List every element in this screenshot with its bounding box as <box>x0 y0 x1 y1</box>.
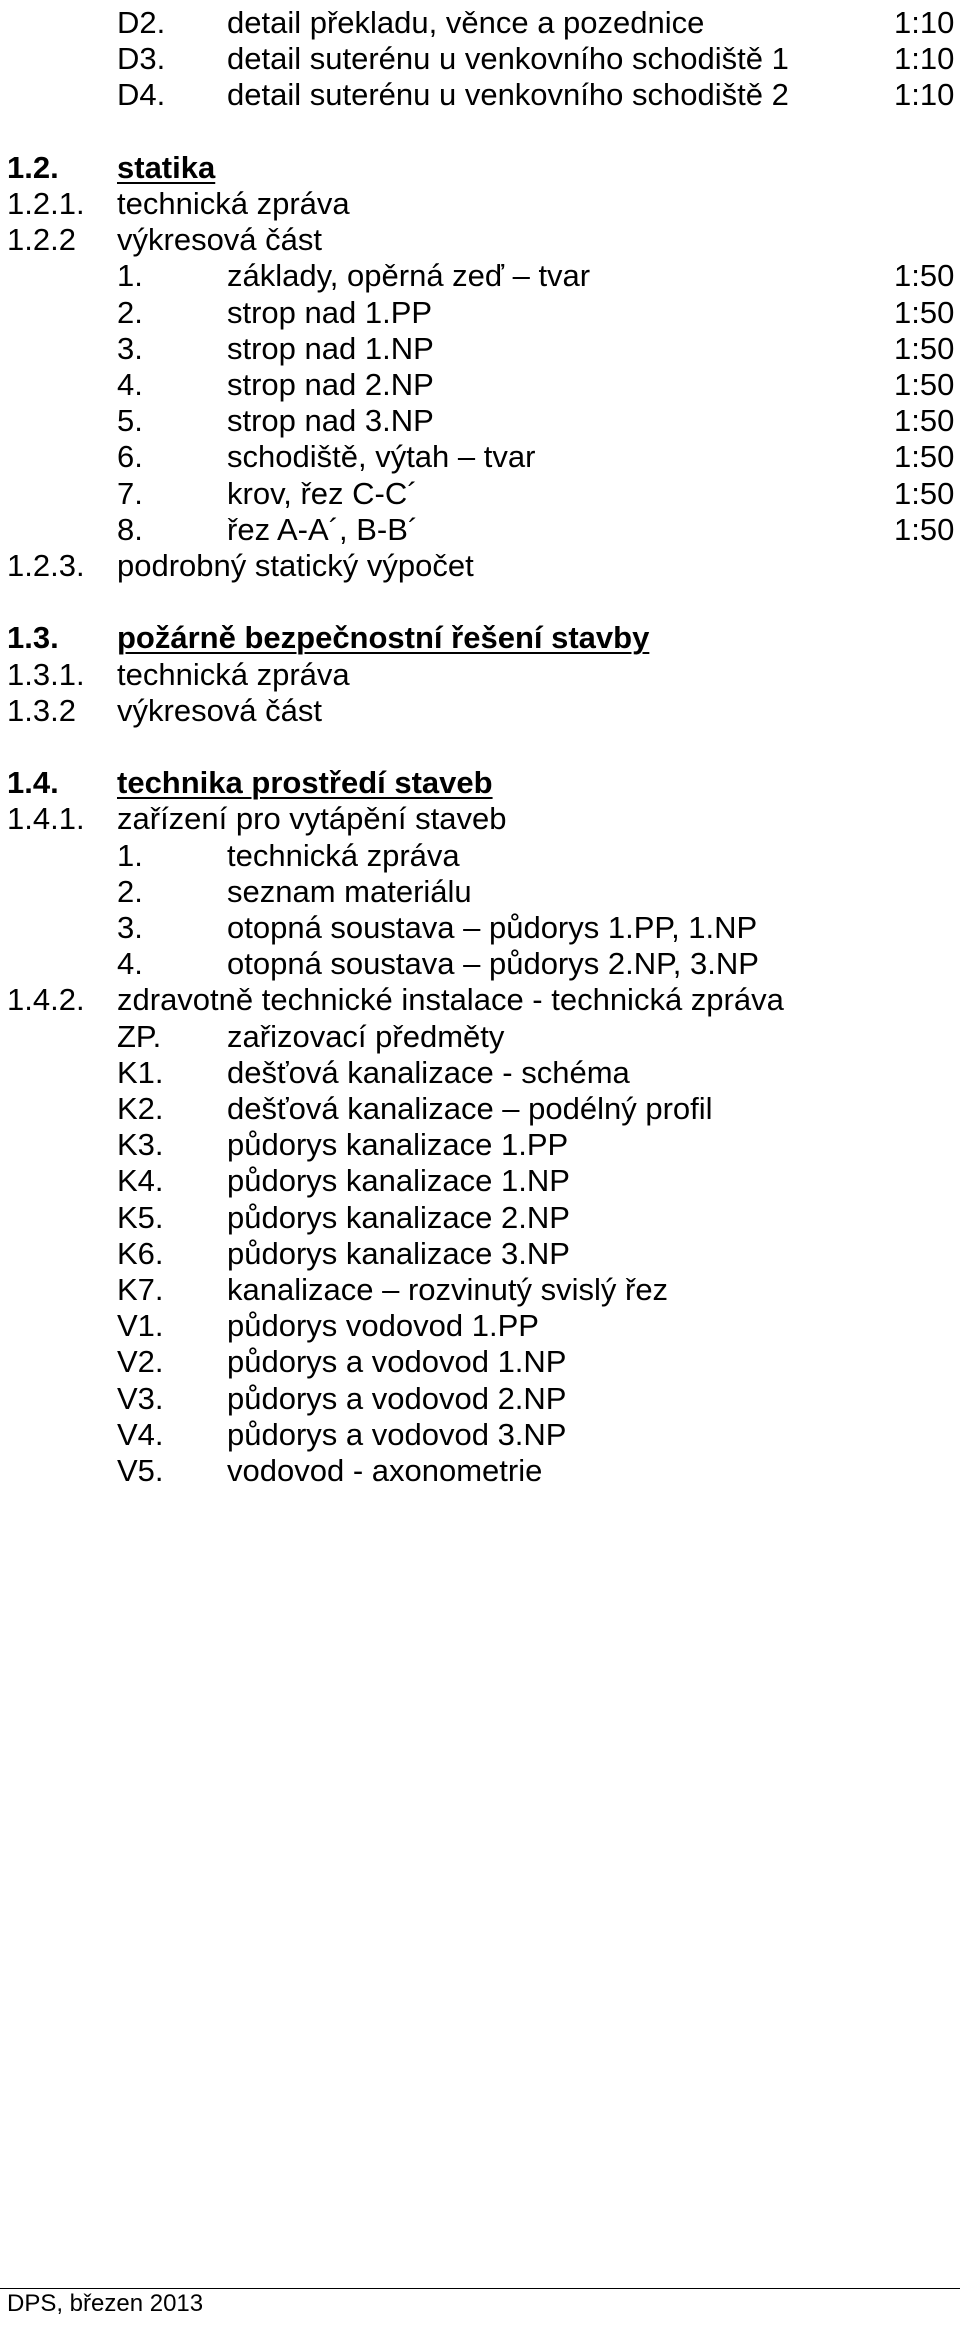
item-scale: 1:50 <box>894 295 955 330</box>
item-number: 1.2.2 <box>7 222 76 257</box>
item-scale: 1:50 <box>894 512 955 547</box>
item-number: 1.3. <box>7 620 59 655</box>
item-title: technická zpráva <box>117 657 350 692</box>
item-title: otopná soustava – půdorys 2.NP, 3.NP <box>227 946 759 981</box>
item-title: dešťová kanalizace - schéma <box>227 1055 630 1090</box>
item-number: K1. <box>117 1055 164 1090</box>
item-title: výkresová část <box>117 693 323 728</box>
item-title: podrobný statický výpočet <box>117 548 474 583</box>
item-number: 5. <box>117 403 143 438</box>
item-title: dešťová kanalizace – podélný profil <box>227 1091 713 1126</box>
item-scale: 1:10 <box>894 41 955 76</box>
item-scale: 1:50 <box>894 331 955 366</box>
item-number: 1. <box>117 258 143 293</box>
item-title: základy, opěrná zeď – tvar <box>227 258 591 293</box>
item-number: 7. <box>117 476 143 511</box>
item-title: detail suterénu u venkovního schodiště 2 <box>227 77 789 112</box>
item-number: 3. <box>117 910 143 945</box>
item-scale: 1:10 <box>894 5 955 40</box>
item-number: K2. <box>117 1091 164 1126</box>
item-title: zařízení pro vytápění staveb <box>117 801 507 836</box>
item-title: strop nad 1.PP <box>227 295 433 330</box>
item-title: půdorys kanalizace 2.NP <box>227 1200 570 1235</box>
item-scale: 1:50 <box>894 403 955 438</box>
item-title: strop nad 1.NP <box>227 331 434 366</box>
item-title: půdorys a vodovod 1.NP <box>227 1344 567 1379</box>
item-number: 1. <box>117 838 143 873</box>
item-title: zařizovací předměty <box>227 1019 505 1054</box>
item-number: 1.3.2 <box>7 693 76 728</box>
item-number: 2. <box>117 874 143 909</box>
item-number: 1.4. <box>7 765 59 800</box>
footer-text: DPS, březen 2013 <box>7 2290 204 2317</box>
item-number: K4. <box>117 1163 164 1198</box>
item-number: D3. <box>117 41 166 76</box>
item-number: ZP. <box>117 1019 162 1054</box>
section-heading: požárně bezpečnostní řešení stavby <box>117 620 650 655</box>
item-title: technická zpráva <box>117 186 350 221</box>
item-number: V4. <box>117 1417 164 1452</box>
item-scale: 1:50 <box>894 439 955 474</box>
item-number: 3. <box>117 331 143 366</box>
item-number: 1.3.1. <box>7 657 85 692</box>
item-title: půdorys a vodovod 3.NP <box>227 1417 567 1452</box>
item-title: zdravotně technické instalace - technická zpráva <box>117 982 784 1017</box>
item-title: schodiště, výtah – tvar <box>227 439 536 474</box>
item-scale: 1:50 <box>894 258 955 293</box>
item-title: kanalizace – rozvinutý svislý řez <box>227 1272 669 1307</box>
item-title: výkresová část <box>117 222 323 257</box>
item-title: seznam materiálu <box>227 874 472 909</box>
item-title: detail překladu, věnce a pozednice <box>227 5 705 40</box>
item-number: 6. <box>117 439 143 474</box>
item-number: D2. <box>117 5 166 40</box>
item-title: strop nad 2.NP <box>227 367 434 402</box>
item-number: 8. <box>117 512 143 547</box>
item-number: V3. <box>117 1381 164 1416</box>
item-scale: 1:50 <box>894 476 955 511</box>
item-number: 4. <box>117 367 143 402</box>
item-number: V1. <box>117 1308 164 1343</box>
item-title: řez A-A´, B-B´ <box>227 512 419 547</box>
item-number: K7. <box>117 1272 164 1307</box>
item-number: 4. <box>117 946 143 981</box>
item-title: půdorys a vodovod 2.NP <box>227 1381 567 1416</box>
item-number: V5. <box>117 1453 164 1488</box>
item-title: vodovod - axonometrie <box>227 1453 543 1488</box>
item-number: D4. <box>117 77 166 112</box>
item-number: 1.4.1. <box>7 801 85 836</box>
item-scale: 1:50 <box>894 367 955 402</box>
item-scale: 1:10 <box>894 77 955 112</box>
item-title: půdorys vodovod 1.PP <box>227 1308 539 1343</box>
item-number: K6. <box>117 1236 164 1271</box>
item-number: 1.2. <box>7 150 59 185</box>
item-title: strop nad 3.NP <box>227 403 434 438</box>
item-number: 1.2.3. <box>7 548 85 583</box>
item-number: K5. <box>117 1200 164 1235</box>
item-number: V2. <box>117 1344 164 1379</box>
item-title: půdorys kanalizace 3.NP <box>227 1236 570 1271</box>
item-title: technická zpráva <box>227 838 460 873</box>
item-number: K3. <box>117 1127 164 1162</box>
item-title: krov, řez C-C´ <box>227 476 418 511</box>
item-number: 2. <box>117 295 143 330</box>
item-title: půdorys kanalizace 1.PP <box>227 1127 569 1162</box>
item-number: 1.2.1. <box>7 186 85 221</box>
item-title: půdorys kanalizace 1.NP <box>227 1163 570 1198</box>
item-number: 1.4.2. <box>7 982 85 1017</box>
item-title: detail suterénu u venkovního schodiště 1 <box>227 41 789 76</box>
section-heading: technika prostředí staveb <box>117 765 493 800</box>
item-title: otopná soustava – půdorys 1.PP, 1.NP <box>227 910 758 945</box>
section-heading: statika <box>117 150 216 185</box>
